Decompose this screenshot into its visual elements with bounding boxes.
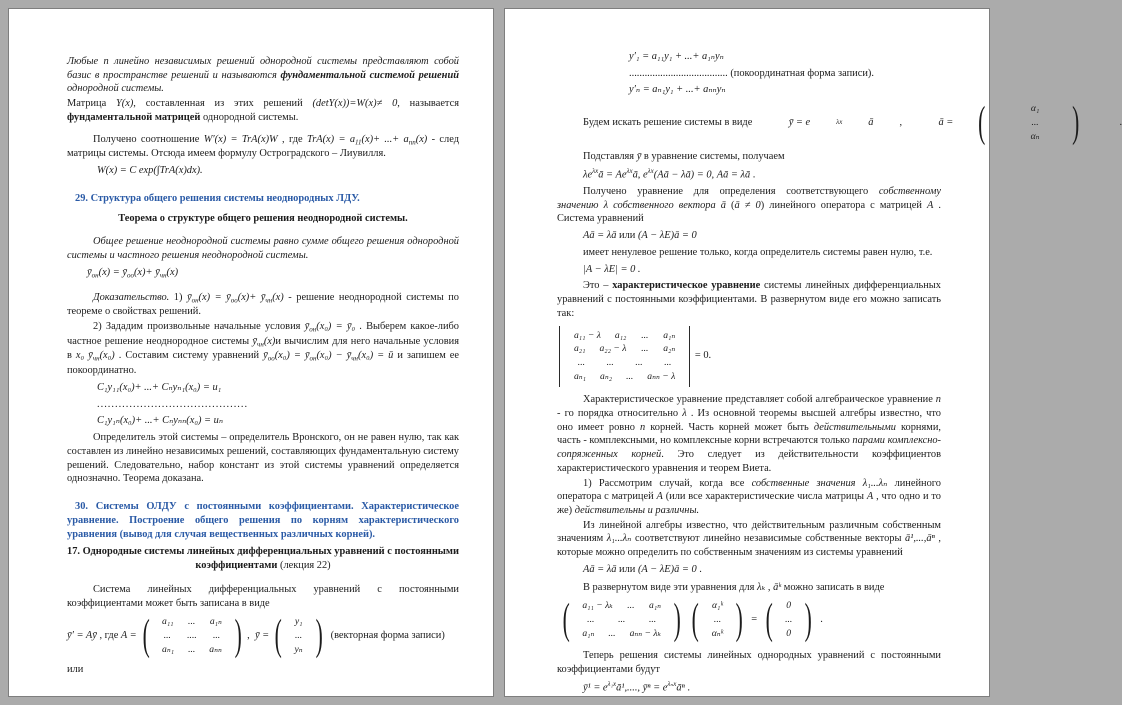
matrix-cell: ... — [785, 614, 793, 626]
matrix-cell: ... — [641, 329, 649, 341]
text-run: 11 — [355, 138, 362, 147]
matrix-bracket: ) — [315, 611, 323, 659]
text-run: = 0. — [692, 350, 712, 362]
text-run: (x)+ ...+ a — [361, 133, 409, 145]
paragraph — [67, 291, 459, 319]
text-run: . — [1116, 117, 1122, 129]
text-run: .......................................... — [97, 398, 249, 410]
text-run: ȳ — [186, 291, 192, 303]
paragraph — [557, 477, 941, 518]
page-1 — [8, 8, 494, 697]
paragraph — [557, 150, 941, 164]
matrix-bracket: ) — [673, 595, 681, 643]
matrix-cell: aₙₙ − λₖ — [629, 628, 662, 640]
text-run: или — [616, 563, 638, 575]
text-run: Aā = λā — [716, 169, 751, 181]
matrix-cell: αₙᵏ — [711, 628, 724, 640]
text-run: ȳ¹ = e — [583, 682, 608, 694]
text-run: чн — [265, 296, 273, 305]
text-run: . Составим систему уравнений — [114, 350, 264, 362]
matrix-cell: ... — [606, 357, 614, 369]
paragraph — [67, 545, 459, 572]
matrix-bracket: ) — [1071, 98, 1079, 146]
text-run: он — [191, 296, 199, 305]
text-run: nn — [408, 138, 416, 147]
matrix-cell: 0 — [786, 628, 792, 640]
text-run: |A − λE| = 0 . — [583, 263, 641, 275]
text-run: Определитель этой системы – определитель Вронского, он не равен нулю, так как составлен из линейно независимых решений, составляющих фундаментальную систему решений. Следовательно, набор констант из этой системы уравнений определяется однозначно. Теорема доказана. — [67, 432, 459, 485]
text-run: . — [684, 682, 690, 694]
text-run: (x) — [166, 266, 179, 278]
text-run: ( — [725, 199, 735, 211]
text-run: или — [616, 230, 638, 242]
text-run: ȳ — [636, 150, 642, 162]
paragraph — [557, 279, 941, 320]
matrix-cell: αₙ — [1030, 131, 1040, 143]
text-run: можно записать в виде — [781, 581, 885, 593]
text-run: 17. Однородные системы линейных дифференциальных уравнений с постоянными коэффициентами — [67, 546, 459, 572]
text-run: C₁y₁ₙ(x₀)+ ...+ Cₙyₙₙ(x₀) = uₙ — [97, 415, 224, 427]
text-run: e — [643, 169, 648, 181]
text-run: λ₁x — [607, 679, 617, 688]
text-run: ,...., ȳⁿ = e — [624, 682, 668, 694]
text-run: A — [926, 199, 934, 211]
text-run: ȳ — [87, 266, 92, 278]
text-run: (A − λE)ā = 0 — [637, 563, 697, 575]
text-run: чн — [257, 340, 264, 349]
text-run: Система линейных дифференциальных уравнений с постоянными коэффициентами может быть записана в виде — [67, 583, 459, 609]
matrix-equation — [557, 98, 1122, 146]
formula-line — [557, 563, 941, 577]
determinant-matrix — [559, 326, 690, 388]
formula-line — [629, 83, 941, 97]
text-run: 30. Системы ОЛДУ с постоянными коэффициентами. Характеристическое уравнение. Построение общего решения по корням характеристического уравнения (вывод для случая вещественных различных корней). — [67, 501, 459, 540]
text-run: x₀ — [75, 350, 85, 362]
matrix-cell: yₙ — [294, 644, 303, 656]
text-run: 2) Зададим произвольные начальные условия — [93, 321, 305, 333]
matrix-cell: a₁ₙ — [582, 628, 595, 640]
formula-line — [87, 266, 459, 281]
matrix-cell: a₂ₙ — [663, 343, 676, 355]
matrix-cell: ... — [212, 630, 221, 642]
text-run: (x₀) = ȳ — [274, 350, 310, 362]
text-run: . — [696, 563, 702, 575]
text-run: системы линейных дифференциальных уравнений с постоянными коэффициентами. В развернутом виде его можно записать так: — [557, 280, 941, 319]
matrix-cell: ... — [587, 614, 595, 626]
equation-text — [749, 613, 760, 627]
text-run: ā ≠ 0 — [734, 199, 761, 211]
text-run: λₙx — [667, 679, 677, 688]
text-run: Получено уравнение для определения соответствующего — [583, 185, 879, 197]
text-run: парами комплексно-сопряженных корней — [557, 435, 941, 461]
text-run: он — [309, 354, 317, 363]
text-run: C₁y₁₁(x₀)+ ...+ Cₙyₙ₁(x₀) = u₁ — [97, 381, 222, 393]
formula-line — [97, 381, 459, 395]
text-run: λ₁...λₙ — [862, 477, 888, 489]
text-run: A — [866, 491, 874, 503]
text-run: действительными — [813, 421, 896, 433]
text-run: собственному значению λ собственного вектора ā — [557, 185, 941, 211]
text-run: (detY(x))=W(x)≠ 0 — [312, 98, 398, 110]
text-run: (x) — [415, 133, 428, 145]
paragraph — [67, 133, 459, 161]
equation-text — [67, 629, 137, 643]
paragraph — [67, 583, 459, 610]
paragraph — [557, 393, 941, 475]
text-run: (x) = ȳ — [198, 291, 231, 303]
text-run: оо — [230, 296, 238, 305]
matrix-bracket: ) — [804, 595, 813, 643]
matrix — [688, 595, 746, 643]
matrix-cell: ... — [608, 628, 616, 640]
section-heading — [67, 192, 459, 206]
text-run: y′ₙ = aₙ₁y₁ + ...+ aₙₙyₙ — [629, 84, 726, 96]
text-run: 29. Структура общего решения системы неоднородных ЛДУ. — [75, 192, 360, 204]
text-run: A = — [120, 630, 137, 642]
text-run: ȳ — [88, 350, 93, 362]
text-run: оо — [126, 271, 134, 280]
text-run: ȳ = e — [788, 117, 811, 129]
text-run: ā¹,...,āⁿ — [905, 533, 935, 545]
text-run: собственные значения — [751, 477, 863, 489]
matrix-cell: a₁₂ — [614, 329, 627, 341]
text-run: , которые можно определить по собственным значениям из системы уравнений — [557, 533, 941, 559]
text-run: λₖ — [756, 581, 766, 593]
matrix-bracket: ) — [234, 611, 242, 659]
text-run: ) линейного оператора с матрицей — [760, 199, 927, 211]
text-run: фундаментальной системой решений — [280, 69, 459, 81]
text-run: TrA(x) = a — [306, 133, 356, 145]
text-run: , — [247, 630, 255, 642]
text-run: чн — [159, 271, 167, 280]
paragraph — [67, 55, 459, 96]
matrix-cell: aₙₙ — [209, 644, 222, 656]
text-run: Любые n линейно независимых решений однородной системы представляют собой базис в пространстве решений и называются — [67, 56, 459, 81]
matrix-cell: ... — [627, 600, 635, 612]
matrix-cell: ... — [664, 357, 672, 369]
text-run: , составленная из этих решений — [133, 98, 313, 110]
section-heading — [67, 500, 459, 541]
text-run: . Выберем какое-либо частное решение неоднородное системы — [67, 321, 459, 347]
equation-text — [247, 629, 269, 643]
matrix-cell: aₙ₂ — [600, 371, 613, 383]
text-run: или — [67, 663, 84, 675]
matrix-cell: a₁₁ − λₖ — [582, 600, 613, 612]
matrix-cell: a₂₁ — [574, 343, 586, 355]
matrix-equation — [557, 326, 941, 388]
text-run: λx — [836, 118, 843, 127]
paragraph — [67, 212, 459, 226]
matrix-cell: ... — [295, 630, 303, 642]
matrix-cell: a₁ₙ — [209, 616, 222, 628]
text-run: Будем искать решение системы в виде — [583, 117, 763, 129]
text-run: , — [899, 117, 913, 129]
text-run: Матрица — [67, 98, 116, 110]
equation-text — [1091, 116, 1122, 130]
paragraph — [629, 67, 941, 81]
matrix-cell: .... — [187, 630, 197, 642]
text-run: ȳ — [304, 321, 310, 333]
text-run: Теперь решения системы линейных однородных уравнений с постоянными коэффициентами будут — [557, 650, 941, 675]
equation-text — [818, 613, 823, 627]
text-run: соответствуют линейно независимые собственные векторы — [631, 533, 906, 545]
text-run: однородной системы. — [67, 83, 164, 95]
paragraph — [557, 519, 941, 560]
text-run: , где — [277, 133, 307, 145]
text-run: ȳ = — [254, 630, 270, 642]
text-run: ȳ — [252, 335, 258, 347]
text-run: λ — [682, 407, 687, 419]
matrix-equation — [557, 595, 941, 643]
text-run: - решение неоднородной системы по теореме о свойствах решений. — [67, 291, 459, 318]
text-run: (x₀) = ȳ₀ — [316, 321, 356, 333]
matrix — [559, 595, 684, 643]
equation-text — [692, 349, 711, 363]
text-run: ...................................... — [629, 67, 728, 79]
text-run: , — [765, 581, 774, 593]
matrix-cell: a₁ₙ — [649, 600, 662, 612]
matrix — [955, 98, 1089, 146]
paragraph — [67, 320, 459, 378]
text-run: В развернутом виде эти уравнения для — [583, 581, 757, 593]
text-run: Теорема о структуре общего решения неоднородной системы. — [118, 212, 408, 224]
matrix-cell: a₁₁ − λ — [574, 329, 601, 341]
formula-line — [557, 167, 941, 182]
matrix-bracket: ) — [735, 595, 744, 643]
text-run: Y(x) — [115, 98, 134, 110]
text-run: . — [817, 614, 823, 626]
matrix-cell: ... — [163, 630, 171, 642]
text-run: n — [640, 421, 646, 433]
text-run: āᵏ — [773, 581, 782, 593]
matrix-cell: a₁ₙ — [663, 329, 676, 341]
matrix-bracket: ( — [562, 595, 570, 643]
paragraph — [67, 431, 459, 486]
text-run: Общее решение неоднородной системы равно сумме общего решения однородной системы и частного решения неоднородной системы. — [67, 236, 459, 262]
matrix-cell: ... — [188, 616, 196, 628]
text-run: = — [748, 614, 760, 626]
matrix-cell: ... — [577, 357, 585, 369]
text-run: , — [637, 169, 643, 181]
paragraph — [557, 185, 941, 226]
text-run: ȳ′ = Aȳ — [67, 630, 97, 642]
text-run: имеет ненулевое решение только, когда определитель системы равен нулю, т.е. — [583, 246, 933, 258]
text-run: n — [935, 394, 941, 406]
formula-line — [97, 164, 459, 178]
matrix-cell: ... — [626, 371, 634, 383]
text-run: (x₀) − ȳ — [316, 350, 352, 362]
text-run: ā — [632, 169, 638, 181]
text-run: . Из основной теоремы высшей алгебры известно, что оно имеет ровно — [557, 407, 941, 433]
text-run: W(x) = C exp(∫TrA(x)dx). — [97, 165, 203, 177]
text-run: в уравнение системы, получаем — [641, 150, 785, 162]
text-run: W′(x) = TrA(x)W — [203, 133, 278, 145]
text-run: λx — [592, 166, 599, 175]
matrix-bracket: ( — [274, 611, 282, 659]
text-run: (x₀) — [99, 350, 115, 362]
text-run: и запишем ее покоординатно. — [67, 350, 460, 377]
formula-line — [97, 414, 459, 428]
text-run: λx — [647, 166, 654, 175]
text-run: (Aā − λā) = 0, — [653, 169, 715, 181]
matrix-cell: ... — [188, 644, 196, 656]
equation-text — [328, 629, 445, 643]
text-run: Aā = λā — [583, 563, 617, 575]
text-run: - след матрицы системы. Отсюда имеем формулу Остроградского – Лиувилля. — [67, 133, 459, 160]
matrix-bracket: ( — [691, 595, 700, 643]
text-run: ā¹ — [616, 682, 625, 694]
equation-text — [557, 116, 953, 130]
text-run: , называется — [397, 98, 459, 110]
paragraph — [67, 235, 459, 262]
document-viewer — [8, 8, 1122, 697]
text-run: (лекция 22) — [279, 560, 331, 572]
text-run: он — [309, 325, 317, 334]
text-run: действительны и различны. — [574, 505, 700, 516]
matrix-equation — [67, 611, 459, 659]
matrix-cell: ... — [1031, 117, 1039, 129]
text-run: Подставляя — [583, 150, 637, 162]
text-run: . — [750, 169, 756, 181]
text-run: 1) Рассмотрим случай, когда все — [583, 477, 752, 489]
matrix — [271, 611, 326, 659]
paragraph — [557, 246, 941, 260]
matrix-cell: a₂₂ − λ — [599, 343, 627, 355]
matrix-cell: aₙ₁ — [574, 371, 587, 383]
paragraph — [67, 97, 459, 124]
text-run: (x) — [263, 335, 276, 347]
text-run: (векторная форма записи) — [328, 630, 445, 642]
text-run: āⁿ — [676, 682, 685, 694]
formula-line — [557, 229, 941, 243]
matrix-cell: α₁ — [1030, 103, 1040, 115]
text-run: корней. Часть корней может быть — [645, 421, 814, 433]
matrix-cell: aₙₙ − λ — [647, 371, 676, 383]
text-run: λe — [583, 169, 593, 181]
matrix-bracket: ( — [765, 595, 773, 643]
matrix-bracket: ( — [978, 98, 986, 146]
text-run: он — [91, 271, 99, 280]
text-run: линейного оператора с матрицей — [557, 477, 941, 503]
text-run: фундаментальной матрицей — [67, 111, 201, 123]
text-run: (x) — [272, 291, 284, 303]
text-run: λ₁...λₙ — [606, 533, 632, 545]
text-run: оо — [267, 354, 275, 363]
text-run: Характеристическое уравнение представляет собой алгебраическое уравнение — [583, 394, 936, 406]
matrix-cell: α₁ᵏ — [711, 600, 724, 612]
text-run: Aā = λā — [583, 230, 617, 242]
text-run: . Система уравнений — [557, 199, 942, 225]
text-run: 1) — [169, 291, 187, 303]
text-run: , что одно и то же) — [557, 491, 941, 516]
paragraph — [557, 649, 941, 676]
page-2 — [504, 8, 1122, 697]
text-run: (x)+ ȳ — [237, 291, 266, 303]
matrix-cell: ... — [641, 343, 649, 355]
formula-line — [557, 680, 941, 695]
matrix-cell: aₙ₁ — [162, 644, 175, 656]
text-run: (или все характеристические числа матрицы — [662, 491, 867, 503]
text-run: Это – — [583, 280, 613, 292]
text-run: λx — [626, 166, 633, 175]
text-run: (покоординатная форма записи). — [727, 67, 874, 79]
paragraph — [557, 581, 941, 595]
text-run: , где — [96, 630, 121, 642]
text-run: и вычислим для него начальные условия в — [67, 335, 459, 362]
paragraph — [67, 663, 459, 677]
dotted-line — [97, 398, 459, 412]
text-run: корнями, часть - комплексными, но комплексные корни встречаются только — [557, 421, 942, 447]
text-run: (x₀) = ū — [358, 350, 394, 362]
text-run: Получено соотношение — [93, 133, 204, 145]
matrix-cell: ... — [635, 357, 643, 369]
matrix-cell: ... — [648, 614, 657, 626]
text-run: (x) = ȳ — [98, 266, 127, 278]
text-run: A — [656, 491, 663, 503]
text-run: характеристическое уравнение — [612, 280, 761, 292]
page-2-content — [505, 9, 1122, 696]
text-run: Из линейной алгебры известно, что действительным различным собственным значениям — [557, 519, 941, 545]
formula-line — [557, 263, 941, 277]
text-run: однородной системы. — [200, 111, 299, 123]
text-run: ā — [868, 117, 874, 129]
formula-line — [629, 50, 941, 64]
matrix-bracket: ( — [142, 611, 150, 659]
text-run: (x)+ ȳ — [133, 266, 160, 278]
matrix — [762, 595, 816, 643]
page-1-content — [9, 9, 493, 696]
matrix — [139, 611, 245, 659]
text-run: ȳ — [263, 350, 268, 362]
text-run: ā = Ae — [598, 169, 627, 181]
text-run: . Это следует из действительности коэффициентов характеристического уравнения и теорем Виета. — [557, 449, 941, 474]
matrix-cell: y₁ — [294, 616, 303, 628]
matrix-cell: a₁₁ — [162, 616, 174, 628]
text-run: - го порядка относительно — [557, 407, 683, 419]
matrix-cell: ... — [618, 614, 626, 626]
text-run: y′₁ = a₁₁y₁ + ...+ a₁ₙyₙ — [629, 51, 724, 62]
text-run: (A − λE)ā = 0 — [637, 230, 697, 242]
text-run: чн — [351, 354, 359, 363]
matrix-cell: 0 — [786, 600, 792, 612]
text-run: чн — [92, 354, 100, 363]
matrix-cell: ... — [713, 614, 722, 626]
text-run: Доказательство. — [93, 291, 170, 303]
text-run: ā = — [938, 117, 954, 129]
